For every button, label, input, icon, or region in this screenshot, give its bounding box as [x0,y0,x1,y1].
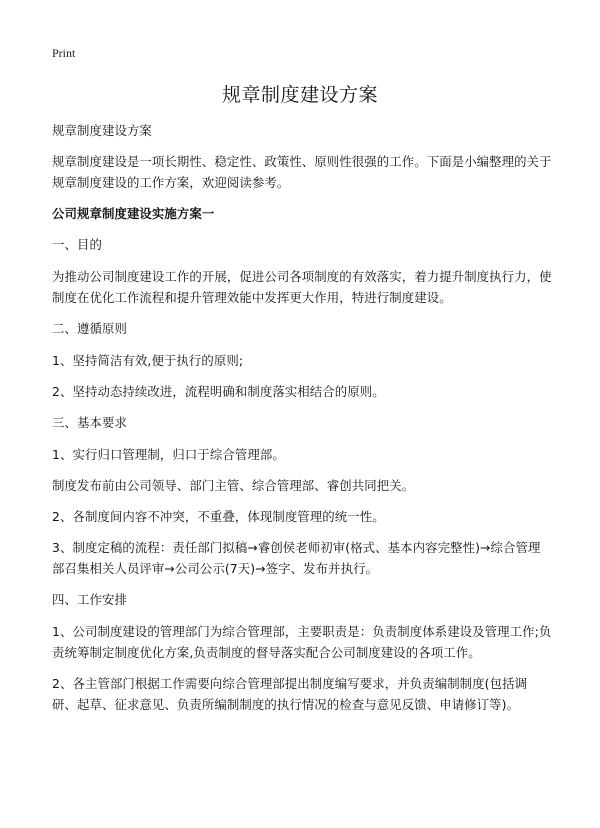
paragraph-requirement-1b: 制度发布前由公司领导、部门主管、综合管理部、睿创共同把关。 [52,478,415,493]
section-heading-bold: 公司规章制度建设实施方案一 [52,206,215,221]
paragraph-requirement-3: 3、制度定稿的流程：责任部门拟稿→睿创侯老师初审(格式、基本内容完整性)→综合管理部召集相关人员评审→公司公示(7天)→签字、发布并执行。 [52,540,541,576]
paragraph-subtitle: 规章制度建设方案 [52,123,152,138]
paragraph-work-2: 2、各主管部门根据工作需要向综合管理部提出制度编写要求，并负责编制制度(包括调研、起草、征求意见、负责所编制制度的执行情况的检查与意见反馈、申请修订等)。 [52,676,528,712]
print-link[interactable]: Print [52,46,76,60]
section-heading-principles: 二、遵循原则 [52,321,127,336]
paragraph-requirement-1: 1、实行归口管理制，归口于综合管理部。 [52,447,285,462]
section-heading-requirements: 三、基本要求 [52,415,127,430]
paragraph-requirement-2: 2、各制度间内容不冲突，不重叠，体现制度管理的统一性。 [52,509,385,524]
paragraph-principle-1: 1、坚持简洁有效,便于执行的原则; [52,353,244,368]
paragraph-purpose: 为推动公司制度建设工作的开展，促进公司各项制度的有效落实，着力提升制度执行力，使制度在优化工作流程和提升管理效能中发挥更大作用，特进行制度建设。 [52,269,552,305]
section-heading-purpose: 一、目的 [52,237,102,252]
paragraph-intro: 规章制度建设是一项长期性、稳定性、政策性、原则性很强的工作。下面是小编整理的关于规章制度建设的工作方案，欢迎阅读参考。 [52,154,552,190]
section-heading-work-plan: 四、工作安排 [52,592,127,607]
document-body [52,120,552,725]
paragraph-principle-2: 2、坚持动态持续改进，流程明确和制度落实相结合的原则。 [52,384,385,399]
paragraph-work-1: 1、公司制度建设的管理部门为综合管理部，主要职责是：负责制度体系建设及管理工作;负责统筹制定制度优化方案,负责制度的督导落实配合公司制度建设的各项工作。 [52,624,552,660]
page-title: 规章制度建设方案 [221,84,378,106]
